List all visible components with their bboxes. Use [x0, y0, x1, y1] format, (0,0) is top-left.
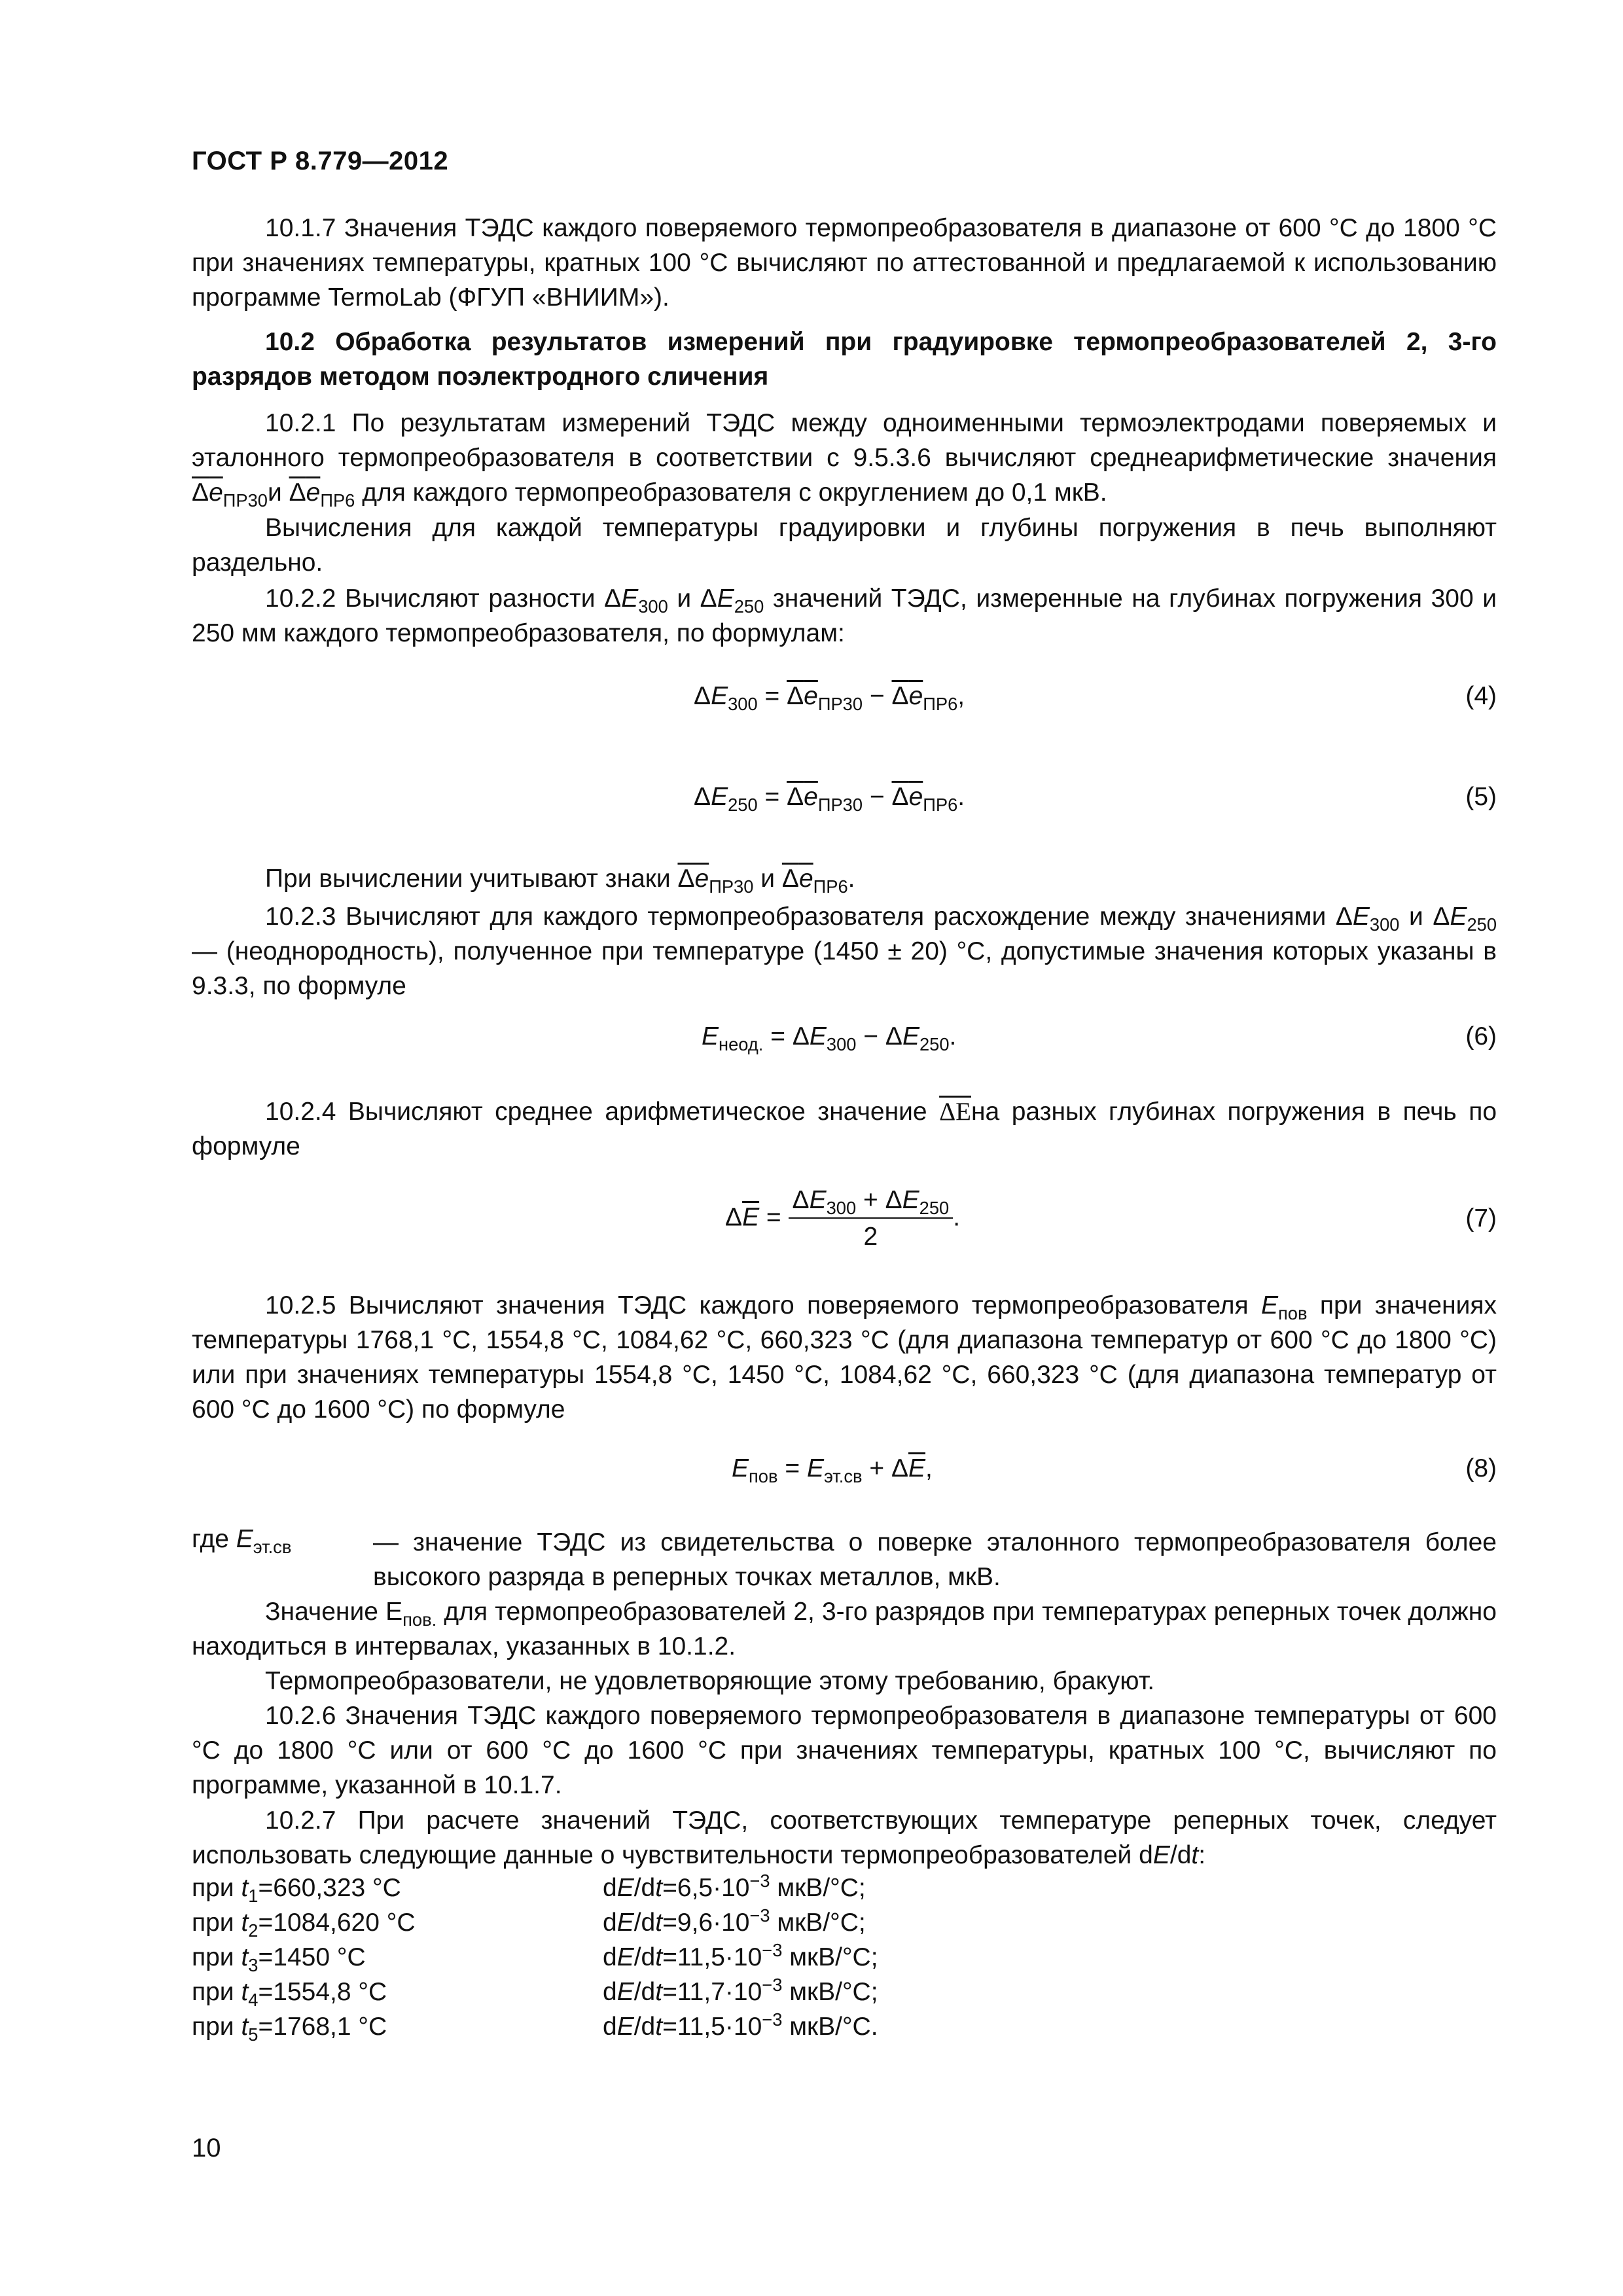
formula-4: $\Delta E_{300} = \Delta e_{ПР30} - \Delta e_{ПР6}$, [694, 682, 965, 714]
paragraph-10-2-1 [192, 406, 1497, 510]
list-item: при $t_1=660,323$ °С $dE/dt=6,5\cdot 10^{-3}$ мкВ/°С; [192, 1871, 866, 1906]
paragraph-epov-text: Значение Е [265, 1598, 403, 1626]
document-header: ГОСТ Р 8.779—2012 [192, 147, 449, 175]
where-prefix: где [192, 1525, 236, 1553]
paragraph-reject: Термопреобразователи, не удовлетворяющие этому требованию, бракуют. [265, 1667, 1155, 1695]
formula-7: $\Delta\overline{E}$ = $\frac{\Delta E_{300} + \Delta E_{250}}{2}$ . [725, 1186, 961, 1251]
paragraph-calc: Вычисления для каждой температуры градуировки и глубины погружения в печь выполняют раздельно. [192, 514, 1497, 577]
paragraph-10-2-6: 10.2.6 Значения ТЭДС каждого поверяемого термопреобразователя в диапазоне температуры от 600 °С до 1800 °С или от 600 °С до 1600 °С при значениях температуры, кратных 100 °С, вычисляют по программе, указанной в 10.1.7. [192, 1702, 1497, 1799]
paragraph-10-2-5-text: 10.2.5 Вычисляют значения ТЭДС каждого поверяемого термопреобразователя [265, 1291, 1261, 1319]
paragraph-signs [192, 861, 1497, 896]
paragraph-10-2-1-tail: для каждого термопреобразователя с округлением до 0,1 мкВ. [355, 478, 1107, 507]
paragraph-epov-sub: пов. [402, 1609, 437, 1630]
paragraph-10-2-7-text: 10.2.7 При расчете значений ТЭДС, соответствующих температуре реперных точек, следует использовать следующие данные о чувствительности термопреобразователей d [192, 1806, 1497, 1869]
paragraph-10-2-7: 10.2.7 При расчете значений ТЭДС, соответствующих температуре реперных точек, следует использовать следующие данные о чувствительности термопреобразователей dE/dt: [192, 1806, 1497, 1869]
paragraph-signs-text: При вычислении учитывают знаки [265, 865, 678, 893]
paragraph-10-2-2 [192, 581, 1497, 651]
paragraph-epov [192, 1594, 1497, 1664]
paragraph-10-2-4-tail: на разных глубинах погружения в печь по формуле [192, 1098, 1497, 1160]
paragraph-10-2-4 [192, 1094, 1497, 1164]
formula-5: $\Delta E_{250} = \Delta e_{ПР30} - \Delta e_{ПР6}$. [694, 783, 965, 815]
paragraph-epov-tail: для термопреобразователей 2, 3-го разрядов при температурах реперных точек должно находиться в интервалах, указанных в 10.1.2. [192, 1598, 1497, 1660]
paragraph-10-1-7: 10.1.7 Значения ТЭДС каждого поверяемого термопреобразователя в диапазоне от 600 °С до 1800 °С при значениях температуры, кратных 100 °С вычисляют по аттестованной и предлагаемой к использованию программе TermoLab (ФГУП «ВНИИМ»). [192, 214, 1497, 312]
paragraph-10-2-3-tail: — (неоднородность), полученное при температуре (1450 ± 20) °С, допустимые значения которых указаны в 9.3.3, по формуле [192, 937, 1497, 1000]
formula-number-6: (6) [1465, 1022, 1497, 1050]
paragraph-10-2-5 [192, 1288, 1497, 1427]
formula-inline: $\Delta E_{300}$ и $\Delta E_{250}$ [604, 584, 764, 617]
formula-number-8: (8) [1465, 1454, 1497, 1482]
formula-inline: $\overline{\Delta E}$ [939, 1098, 971, 1126]
paragraph-10-2-3 [192, 899, 1497, 1003]
formula-inline: $E_{пов}$ [1260, 1291, 1308, 1323]
paragraph-10-2-5-tail: при значениях температуры 1768,1 °С, 1554,8 °С, 1084,62 °С, 660,323 °С (для диапазона температур от 600 °С до 1800 °С) или при значениях температуры 1554,8 °С, 1450 °С, 1084,62 °С, 660,323 °С (для диапазона температур от 600 °С до 1600 °С) по формуле [192, 1291, 1497, 1424]
formula-number-5: (5) [1465, 783, 1497, 811]
paragraph-10-2-1-text: 10.2.1 По результатам измерений ТЭДС между одноименными термоэлектродами поверяемых и эталонного термопреобразователя в соответствии с 9.5.3.6 вычисляют среднеарифметические значения [192, 409, 1497, 472]
formula-6: $E_{неод.} = \Delta E_{300} - \Delta E_{250}$. [702, 1022, 957, 1054]
list-item: при $t_4=1554,8$ °С $dE/dt=11,7\cdot 10^{-3}$ мкВ/°С; [192, 1975, 878, 2010]
list-item: при $t_2=1084,620$ °С $dE/dt=9,6\cdot 10^{-3}$ мкВ/°С; [192, 1905, 866, 1941]
paragraph-10-2-2-tail: значений ТЭДС, измеренные на глубинах погружения 300 и 250 мм каждого термопреобразователя, по формулам: [192, 584, 1497, 647]
where-term: где $E_{эт.св}$ [192, 1525, 292, 1557]
list-item: при $t_3=1450$ °С $dE/dt=11,5\cdot 10^{-3}$ мкВ/°С; [192, 1940, 878, 1975]
formula-inline: $\Delta e_{ПР30}$ и $\Delta e_{ПР6}$. [677, 865, 855, 897]
page-number: 10 [192, 2134, 221, 2162]
sensitivity-list [192, 1871, 878, 2044]
formula-number-4: (4) [1465, 682, 1497, 710]
section-heading-10-2: 10.2 Обработка результатов измерений при градуировке термопреобразователей 2, 3-го разрядов методом поэлектродного сличения [192, 328, 1497, 391]
where-definition: — значение ТЭДС из свидетельства о поверке эталонного термопреобразователя более высокого разряда в реперных точках металлов, мкВ. [373, 1528, 1497, 1591]
paragraph-10-2-2-text: 10.2.2 Вычисляют разности [265, 584, 605, 613]
paragraph-10-2-4-text: 10.2.4 Вычисляют среднее арифметическое значение [265, 1098, 940, 1126]
formula-number-7: (7) [1465, 1204, 1497, 1232]
formula-8: $E_{пов} = E_{эт.св} + \Delta\overline{E}$, [732, 1454, 933, 1486]
list-item: при $t_5=1768,1$ °С $dE/dt=11,5\cdot 10^{-3}$ мкВ/°С. [192, 2009, 878, 2045]
formula-inline: $\Delta E_{300}$ и $\Delta E_{250}$ [1335, 903, 1497, 935]
formula-inline: $\Delta e_{ПР30}и$ $\Delta e_{ПР6}$ [192, 478, 355, 511]
paragraph-10-2-3-text: 10.2.3 Вычисляют для каждого термопреобразователя расхождение между значениями [265, 903, 1336, 931]
